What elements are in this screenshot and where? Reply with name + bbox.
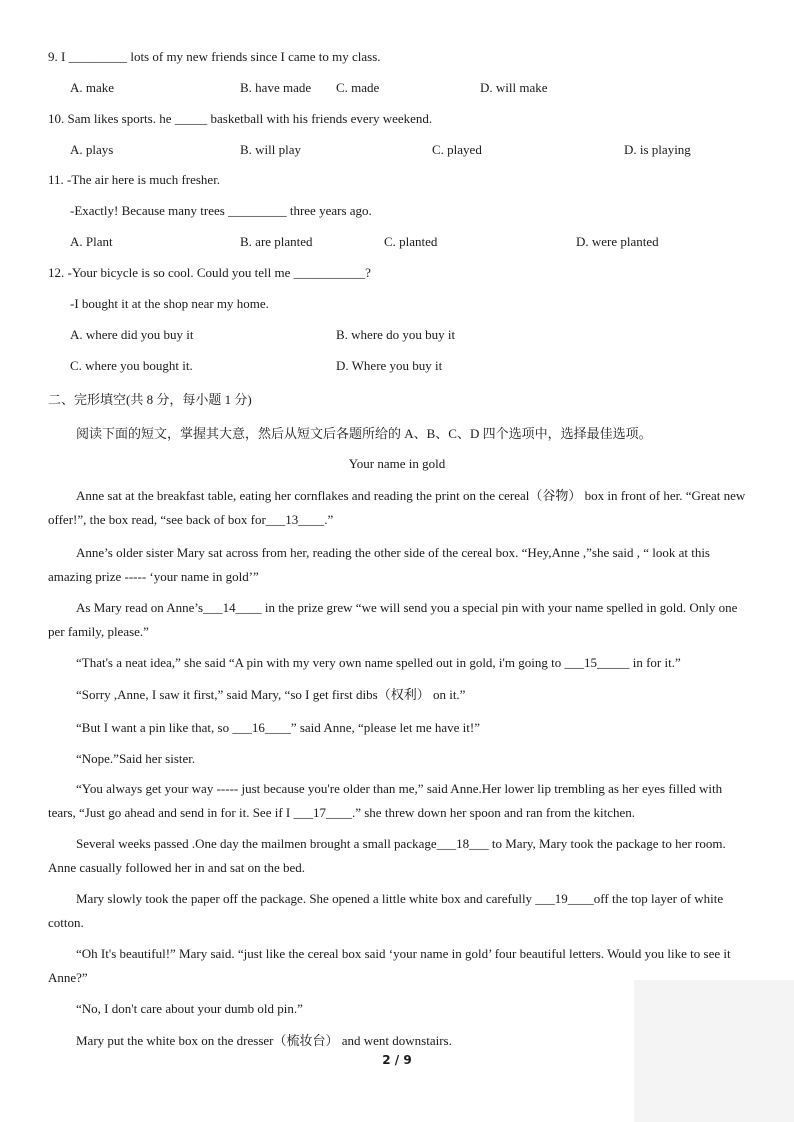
- passage-title: Your name in gold: [348, 456, 446, 471]
- q9-option-d: D. will make: [480, 80, 548, 95]
- q10-option-b: B. will play: [240, 142, 302, 157]
- passage-paragraph: “That's a neat idea,” she said “A pin with my very own name spelled out in gold, i'm going to ___15_____ in for it.”: [76, 655, 681, 670]
- q11-option-c: C. planted: [384, 234, 438, 249]
- passage-paragraph: “Oh It's beautiful!” Mary said. “just like the cereal box said ‘your name in gold’ four beautiful letters. Would you like to see it Anne?”: [48, 946, 731, 985]
- passage-paragraph: “No, I don't care about your dumb old pin.”: [76, 1001, 303, 1016]
- q11-option-b: B. are planted: [240, 234, 313, 249]
- passage-paragraph: “You always get your way ----- just because you're older than me,” said Anne.Her lower lip trembling as her eyes filled with tears, “Just go ahead and send in for it. See if I ___17____.” she threw down her spoon and ran from the kitchen.: [48, 781, 723, 820]
- section-instruction: 阅读下面的短文，掌握其大意，然后从短文后各题所给的 A、B、C、D 四个选项中，选择最佳选项。: [76, 426, 652, 441]
- q12-option-c: C. where you bought it.: [70, 358, 193, 373]
- q9-option-b: B. have made: [240, 80, 312, 95]
- q12-option-d: D. Where you buy it: [336, 358, 443, 373]
- q10-option-d: D. is playing: [624, 142, 691, 157]
- q10-option-a: A. plays: [70, 142, 114, 157]
- q9-option-a: A. make: [70, 80, 115, 95]
- passage-paragraph: “Sorry ,Anne, I saw it first,” said Mary, “so I get first dibs（权利） on it.”: [76, 687, 466, 702]
- page-number: 2 / 9: [382, 1053, 412, 1067]
- q9-option-c: C. made: [336, 80, 380, 95]
- passage-paragraph: Anne sat at the breakfast table, eating her cornflakes and reading the print on the cereal（谷物） box in front of her. “Great new offer!”, the box read, “see back of box for___13____.”: [48, 488, 746, 527]
- passage-paragraph: Several weeks passed .One day the mailmen brought a small package___18___ to Mary, Mary took the package to her room. Anne casually followed her in and sat on the bed.: [48, 836, 726, 875]
- passage-paragraph: “But I want a pin like that, so ___16____” said Anne, “please let me have it!”: [76, 720, 480, 735]
- passage-paragraph: Mary slowly took the paper off the package. She opened a little white box and carefully ___19____off the top layer of white cotton.: [48, 891, 724, 930]
- question-10-stem: 10. Sam likes sports. he _____ basketball with his friends every weekend.: [48, 111, 433, 126]
- passage-paragraph: As Mary read on Anne’s___14____ in the prize grew “we will send you a special pin with your name spelled in gold. Only one per family, please.”: [48, 600, 738, 639]
- question-9-stem: 9. I _________ lots of my new friends since I came to my class.: [48, 49, 381, 64]
- passage-paragraph: “Nope.”Said her sister.: [76, 751, 196, 766]
- passage-paragraph: Anne’s older sister Mary sat across from her, reading the other side of the cereal box. “Hey,Anne ,”she said , “ look at this amazing prize ----- ‘your name in gold’”: [48, 545, 710, 584]
- q12-option-a: A. where did you buy it: [70, 327, 194, 342]
- q10-option-c: C. played: [432, 142, 482, 157]
- question-11-stem: 11. -The air here is much fresher.: [48, 172, 221, 187]
- q11-option-a: A. Plant: [70, 234, 113, 249]
- q12-option-b: B. where do you buy it: [336, 327, 456, 342]
- question-11-line2: -Exactly! Because many trees _________ three years ago.: [70, 203, 372, 218]
- question-12-line2: -I bought it at the shop near my home.: [70, 296, 269, 311]
- section-heading: 二、完形填空(共 8 分，每小题 1 分): [48, 392, 252, 407]
- passage-paragraph: Mary put the white box on the dresser（梳妆台） and went downstairs.: [76, 1033, 452, 1048]
- q11-option-d: D. were planted: [576, 234, 659, 249]
- question-12-stem: 12. -Your bicycle is so cool. Could you tell me ___________?: [48, 265, 371, 280]
